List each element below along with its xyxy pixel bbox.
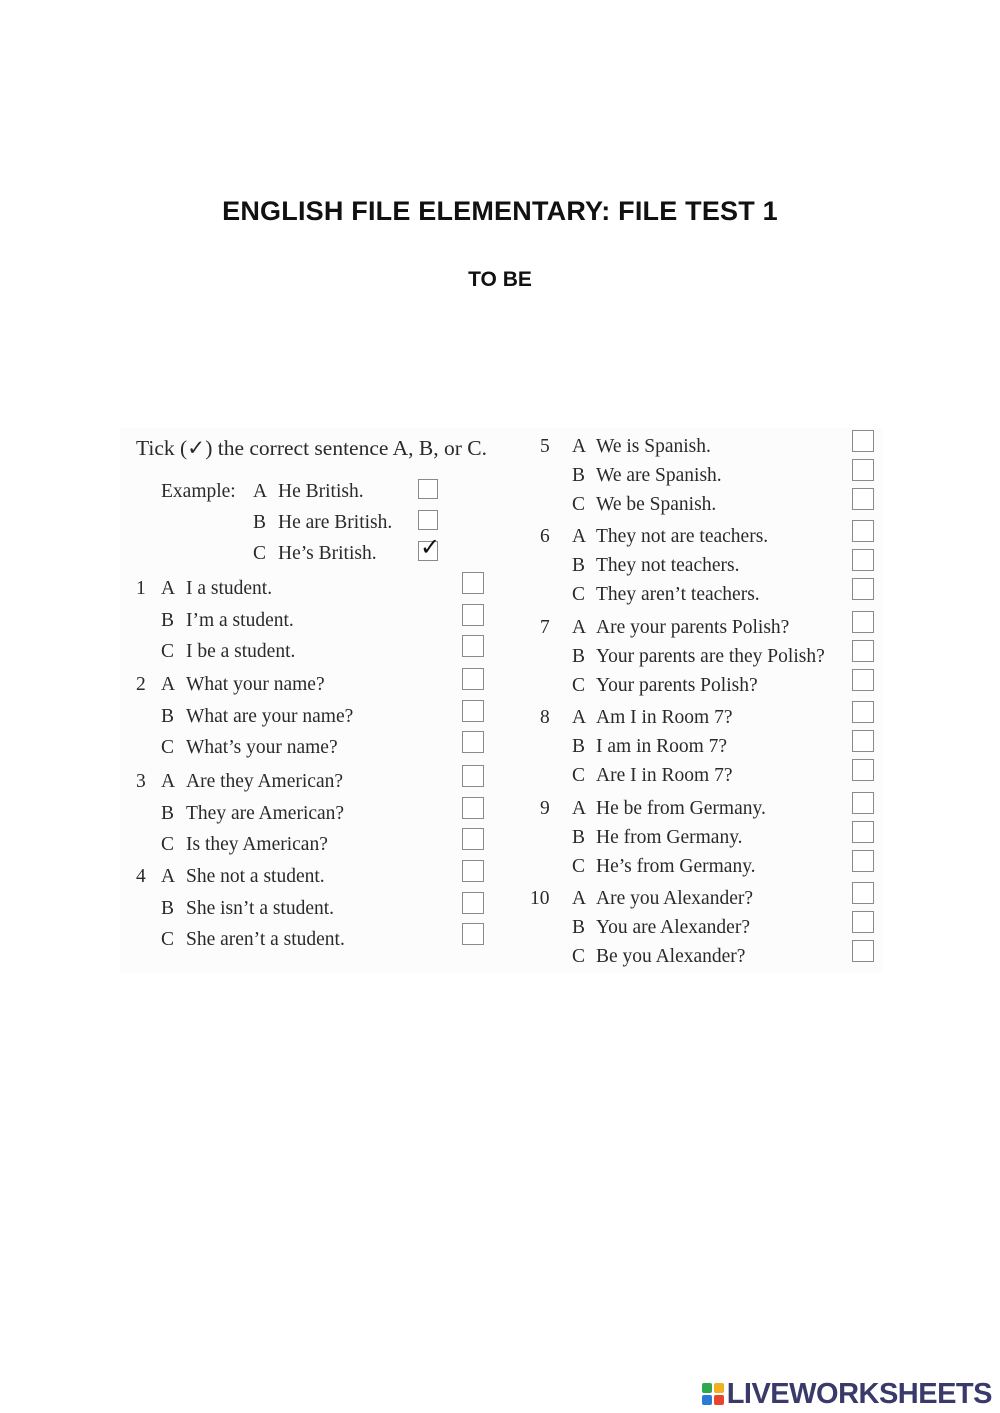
- option-text: I a student.: [186, 578, 273, 599]
- option-letter: A: [572, 436, 587, 457]
- answer-checkbox[interactable]: [462, 828, 484, 850]
- option-text: We are Spanish.: [596, 465, 722, 486]
- answer-checkbox[interactable]: [462, 731, 484, 753]
- answer-checkbox[interactable]: [852, 611, 874, 633]
- answer-checkbox[interactable]: [852, 549, 874, 571]
- option-text: I be a student.: [186, 641, 296, 662]
- option-letter: C: [161, 737, 175, 758]
- option-letter: A: [161, 578, 176, 599]
- option-letter: C: [161, 641, 175, 662]
- option-text: Your parents Polish?: [596, 675, 758, 696]
- option-letter: C: [572, 584, 586, 605]
- option-text: Your parents are they Polish?: [596, 646, 825, 667]
- answer-checkbox[interactable]: [852, 520, 874, 542]
- option-text: Be you Alexander?: [596, 946, 746, 967]
- option-text: He are British.: [278, 512, 393, 533]
- option-letter: C: [161, 834, 175, 855]
- option-letter: B: [572, 736, 586, 757]
- exercise-sheet: [120, 428, 882, 973]
- option-letter: C: [572, 946, 586, 967]
- question-number: 6: [540, 526, 550, 547]
- answer-checkbox[interactable]: [852, 792, 874, 814]
- option-letter: C: [572, 494, 586, 515]
- worksheet-subtitle: TO BE: [468, 268, 532, 291]
- example-label: Example:: [161, 481, 236, 502]
- brand-name: LIVEWORKSHEETS: [726, 1377, 992, 1410]
- check-mark-icon: ✓: [420, 533, 441, 561]
- answer-checkbox[interactable]: [852, 730, 874, 752]
- option-text: He’s from Germany.: [596, 856, 756, 877]
- answer-checkbox[interactable]: [462, 668, 484, 690]
- option-letter: C: [572, 765, 586, 786]
- option-letter: B: [572, 646, 586, 667]
- option-letter: A: [572, 617, 587, 638]
- option-text: He British.: [278, 481, 364, 502]
- question-number: 3: [136, 771, 146, 792]
- option-letter: C: [572, 856, 586, 877]
- answer-checkbox[interactable]: [462, 604, 484, 626]
- option-text: She aren’t a student.: [186, 929, 345, 950]
- option-letter: B: [572, 917, 586, 938]
- example-checkbox[interactable]: [418, 533, 441, 561]
- option-letter: B: [572, 827, 586, 848]
- option-text: He’s British.: [278, 543, 377, 564]
- example-option: [120, 543, 460, 569]
- option-text: Is they American?: [186, 834, 328, 855]
- answer-checkbox[interactable]: [852, 850, 874, 872]
- answer-checkbox[interactable]: [462, 923, 484, 945]
- option-letter: B: [161, 802, 175, 824]
- answer-checkbox[interactable]: [852, 911, 874, 933]
- question-number: 8: [540, 707, 550, 728]
- answer-checkbox[interactable]: [462, 860, 484, 882]
- answer-checkbox[interactable]: [852, 640, 874, 662]
- option-letter: B: [572, 555, 586, 576]
- option-text: He be from Germany.: [596, 798, 766, 819]
- option-text: What your name?: [186, 674, 325, 695]
- option-letter: A: [253, 481, 268, 502]
- answer-checkbox[interactable]: [462, 892, 484, 914]
- question-number: 9: [540, 798, 550, 819]
- option-letter: B: [253, 512, 267, 533]
- answer-checkbox[interactable]: [852, 669, 874, 691]
- option-text: Are your parents Polish?: [596, 617, 790, 638]
- option-letter: B: [161, 705, 175, 727]
- answer-checkbox[interactable]: [462, 797, 484, 819]
- worksheet-title: ENGLISH FILE ELEMENTARY: FILE TEST 1: [222, 196, 778, 226]
- liveworksheets-logo-icon: [702, 1383, 724, 1405]
- exercise-instruction: Tick (✓) the correct sentence A, B, or C.: [136, 436, 487, 460]
- option-letter: C: [572, 675, 586, 696]
- answer-checkbox[interactable]: [852, 701, 874, 723]
- answer-checkbox[interactable]: [852, 759, 874, 781]
- option-text: We be Spanish.: [596, 494, 717, 515]
- question-number: 2: [136, 674, 146, 695]
- example-option: [120, 481, 460, 507]
- option-text: They are American?: [186, 802, 345, 824]
- question-number: 7: [540, 617, 550, 638]
- option-letter: A: [572, 888, 587, 909]
- question-number: 4: [136, 866, 146, 887]
- question-number: 1: [136, 578, 146, 599]
- example-option: [120, 512, 460, 538]
- option-text: Are they American?: [186, 771, 344, 792]
- answer-checkbox[interactable]: [852, 578, 874, 600]
- option-text: Are I in Room 7?: [596, 765, 733, 786]
- option-text: Are you Alexander?: [596, 888, 754, 909]
- answer-checkbox[interactable]: [852, 488, 874, 510]
- option-text: She isn’t a student.: [186, 897, 335, 919]
- option-text: You are Alexander?: [596, 917, 750, 938]
- option-text: I am in Room 7?: [596, 736, 728, 757]
- answer-checkbox[interactable]: [852, 821, 874, 843]
- answer-checkbox[interactable]: [462, 635, 484, 657]
- answer-checkbox[interactable]: [462, 765, 484, 787]
- answer-checkbox[interactable]: [462, 572, 484, 594]
- option-text: I’m a student.: [186, 609, 294, 631]
- option-text: Am I in Room 7?: [596, 707, 733, 728]
- answer-checkbox[interactable]: [852, 459, 874, 481]
- question-number: 5: [540, 436, 550, 457]
- option-text: They aren’t teachers.: [596, 584, 760, 605]
- answer-checkbox[interactable]: [462, 700, 484, 722]
- option-text: What are your name?: [186, 705, 354, 727]
- option-letter: C: [161, 929, 175, 950]
- option-letter: A: [161, 674, 176, 695]
- answer-checkbox[interactable]: [852, 882, 874, 904]
- option-letter: A: [161, 771, 176, 792]
- example-checkbox[interactable]: [418, 479, 438, 499]
- option-text: She not a student.: [186, 866, 325, 887]
- footer-brand: [702, 1378, 992, 1410]
- option-letter: B: [161, 609, 175, 631]
- option-text: They not teachers.: [596, 555, 740, 576]
- option-letter: A: [572, 798, 587, 819]
- option-text: He from Germany.: [596, 827, 743, 848]
- question-number: 10: [530, 888, 550, 909]
- option-letter: B: [161, 897, 175, 919]
- option-text: We is Spanish.: [596, 436, 711, 457]
- option-letter: C: [253, 543, 267, 564]
- option-letter: A: [572, 707, 587, 728]
- option-text: What’s your name?: [186, 737, 338, 758]
- option-text: They not are teachers.: [596, 526, 769, 547]
- answer-checkbox[interactable]: [852, 430, 874, 452]
- example-checkbox[interactable]: [418, 510, 438, 530]
- answer-checkbox[interactable]: [852, 940, 874, 962]
- option-letter: A: [572, 526, 587, 547]
- option-letter: A: [161, 866, 176, 887]
- option-letter: B: [572, 465, 586, 486]
